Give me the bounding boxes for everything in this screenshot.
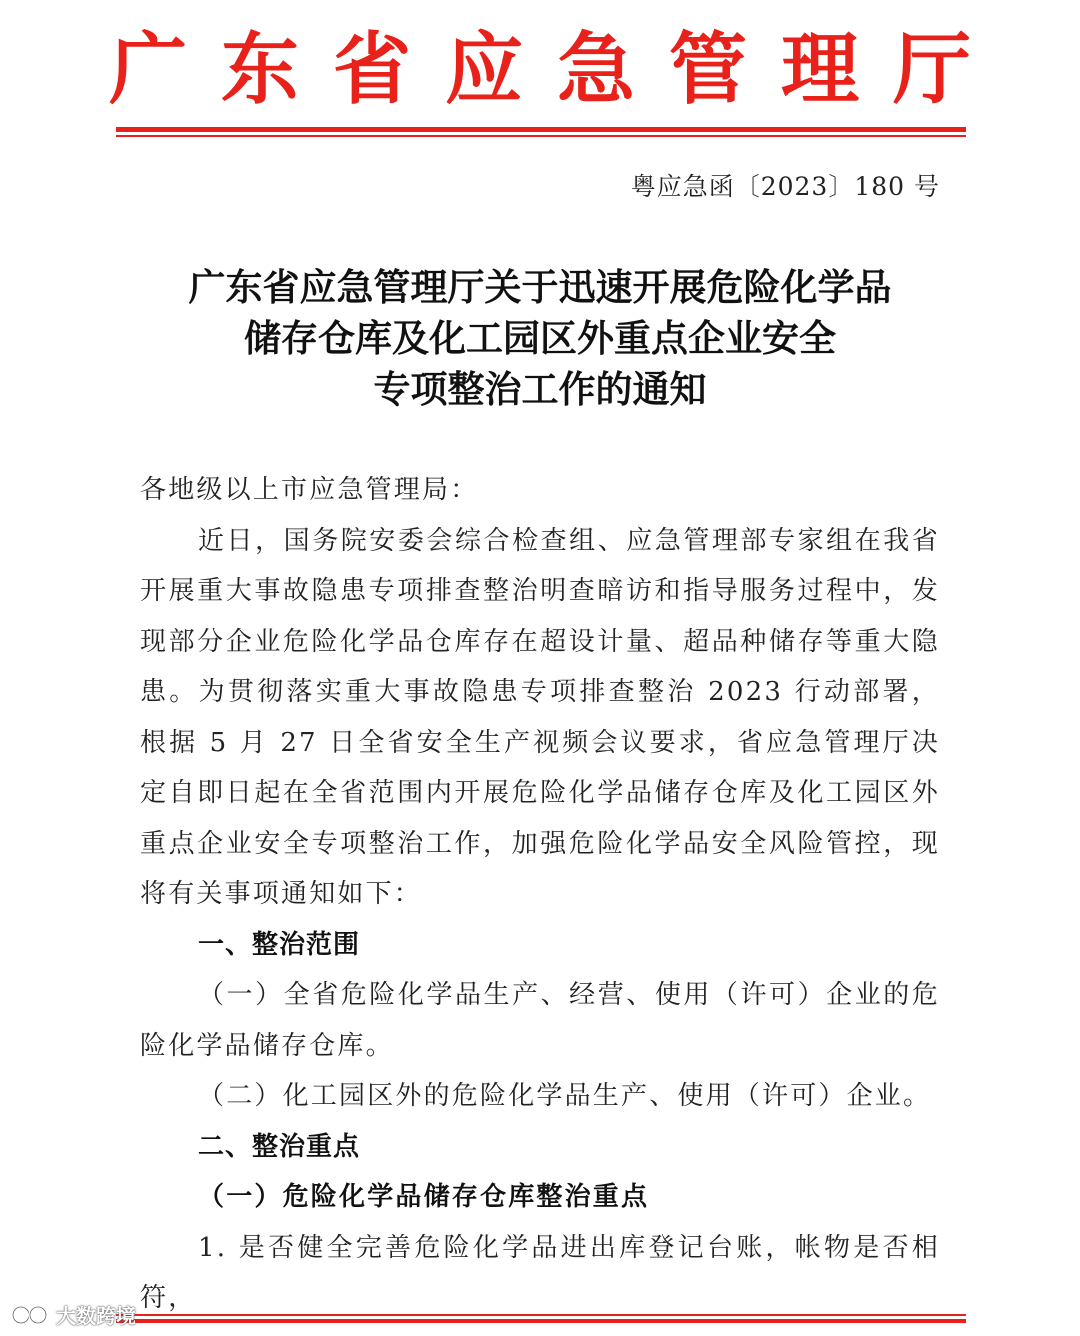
red-separator-thick bbox=[116, 127, 966, 132]
section-1-item-1: （一）全省危险化学品生产、经营、使用（许可）企业的危险化学品储存仓库。 bbox=[140, 980, 940, 1061]
brand-logo-icon bbox=[10, 1304, 52, 1326]
watermark bbox=[10, 1300, 136, 1329]
red-footer-rule-thick bbox=[116, 1319, 966, 1323]
section-1-item-2: （二）化工园区外的危险化学品生产、使用（许可）企业。 bbox=[198, 1081, 932, 1111]
document-title bbox=[0, 262, 1080, 415]
title-line-1: 广东省应急管理厅关于迅速开展危险化学品 bbox=[188, 266, 892, 309]
red-footer-rule-thin bbox=[116, 1314, 966, 1316]
section-2-heading: 二、整治重点 bbox=[198, 1131, 361, 1162]
intro-paragraph: 近日，国务院安委会综合检查组、应急管理部专家组在我省开展重大事故隐患专项排查整治明查暗访和指导服务过程中，发现部分企业危险化学品仓库存在超设计量、超品种储存等重大隐患。为贯彻落实重大事故隐患专项排查整治 2023 行动部署，根据 5 月 27 日全省安全生产视频会议要求，省应急管理厅决定自即日起在全省范围内开展危险化学品储存仓库及化工园区外重点企业安全专项整治工作，加强危险化学品安全风险管控，现将有关事项通知如下： bbox=[140, 525, 940, 909]
salutation: 各地级以上市应急管理局： bbox=[140, 475, 479, 505]
section-2-point-1: 1. 是否健全完善危险化学品进出库登记台账，帐物是否相符， bbox=[140, 1232, 940, 1313]
title-line-3: 专项整治工作的通知 bbox=[373, 368, 707, 411]
title-line-2: 储存仓库及化工园区外重点企业安全 bbox=[244, 317, 836, 360]
section-1-heading: 一、整治范围 bbox=[198, 929, 361, 960]
masthead-title: 广东省应急管理厅 bbox=[108, 24, 1005, 115]
document-body bbox=[140, 465, 940, 1324]
red-separator-thin bbox=[116, 135, 966, 137]
watermark-text: 大数跨境 bbox=[56, 1304, 136, 1328]
document-number: 粤应急函〔2023〕180 号 bbox=[630, 172, 940, 201]
section-2-subheading: （一）危险化学品储存仓库整治重点 bbox=[198, 1182, 650, 1212]
